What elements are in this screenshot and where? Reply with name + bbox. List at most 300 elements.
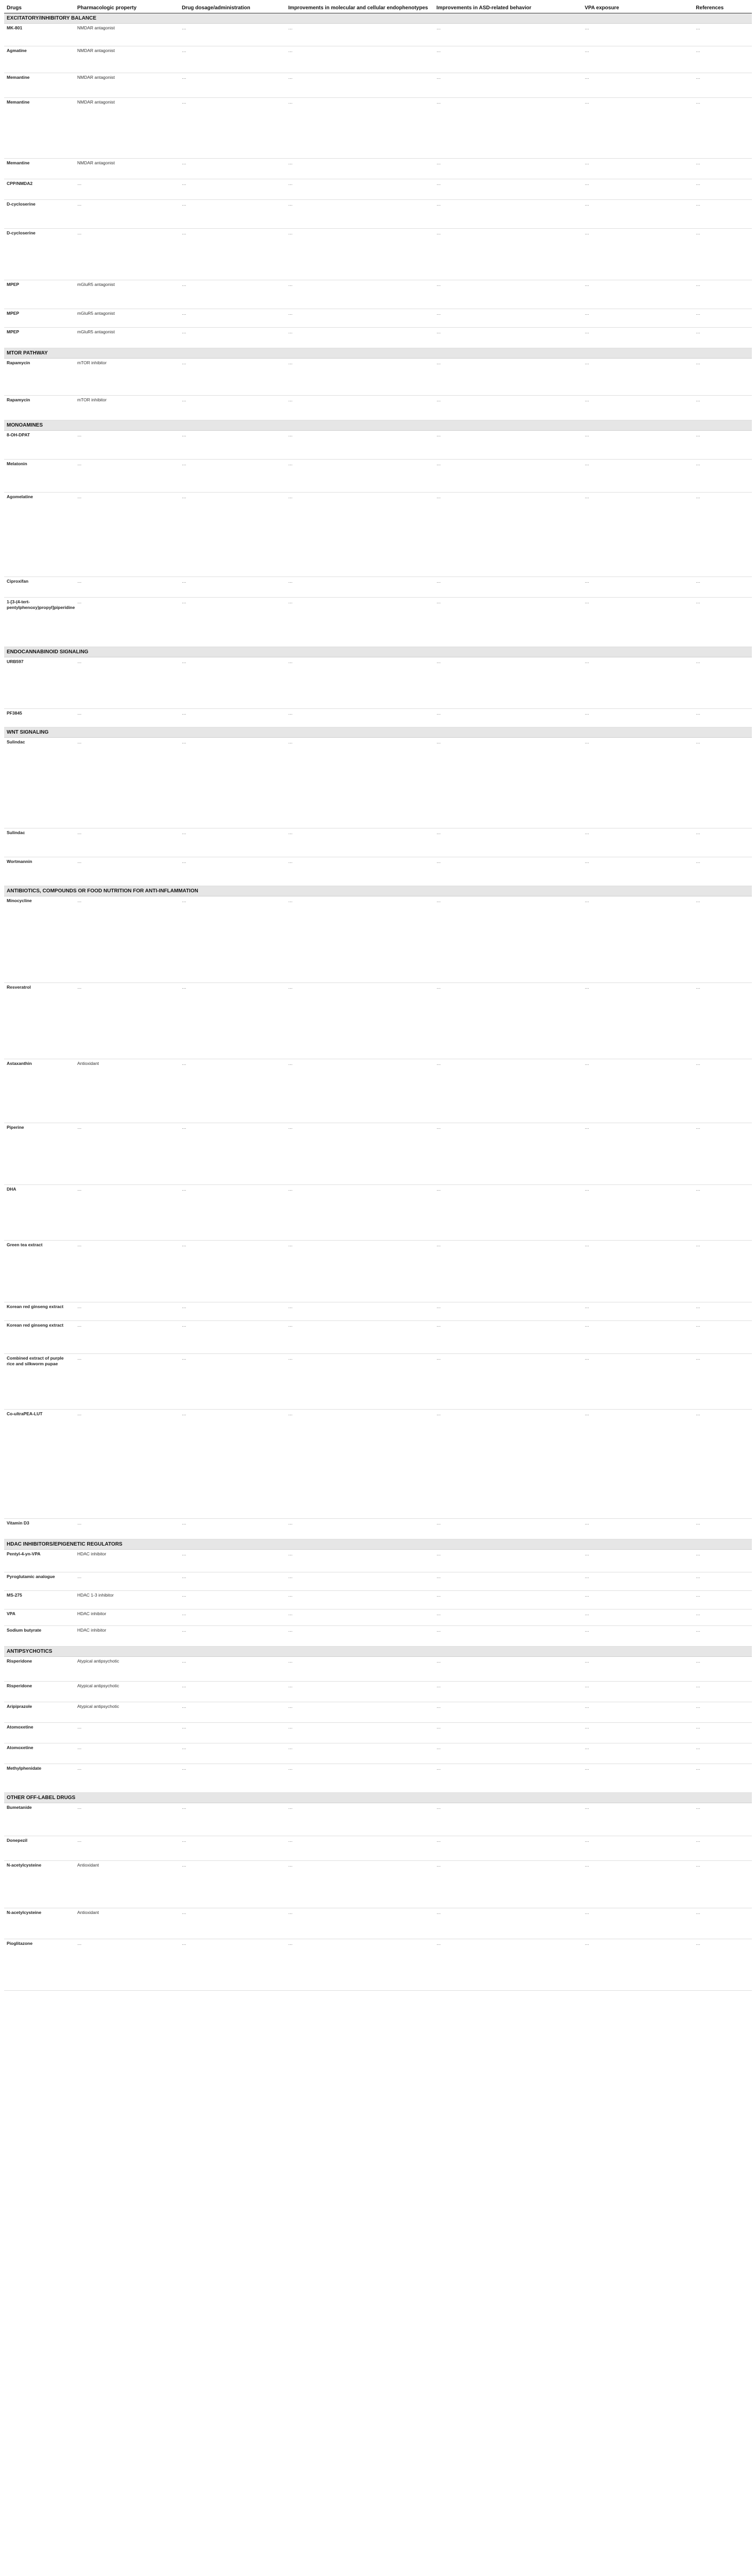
table-cell: …: [582, 229, 694, 280]
table-row: [4, 1702, 752, 1723]
table-cell: Agmatine: [4, 46, 75, 73]
table-cell: …: [285, 1723, 434, 1743]
table-row: [4, 328, 752, 348]
table-cell: …: [285, 359, 434, 396]
table-cell: …: [434, 200, 582, 229]
table-cell: …: [75, 983, 179, 1059]
table-cell: Pioglitazone: [4, 1939, 75, 1991]
table-cell: …: [434, 857, 582, 886]
table-row: [4, 431, 752, 460]
table-row: [4, 1123, 752, 1185]
table-cell: …: [285, 460, 434, 493]
table-row: [4, 359, 752, 396]
table-row: [4, 24, 752, 46]
table-cell: …: [285, 983, 434, 1059]
table-cell: …: [434, 1354, 582, 1410]
table-cell: …: [179, 1743, 285, 1764]
table-cell: …: [179, 598, 285, 647]
table-row: [4, 598, 752, 647]
table-cell: …: [434, 359, 582, 396]
table-cell: …: [434, 1123, 582, 1185]
section-header: [4, 420, 752, 431]
table-cell: …: [179, 828, 285, 857]
table-cell: …: [693, 159, 752, 179]
table-row: [4, 1550, 752, 1572]
table-cell: Atypical antipsychotic: [75, 1702, 179, 1723]
section-title: ANTIPSYCHOTICS: [4, 1647, 752, 1657]
table-row: [4, 577, 752, 598]
table-cell: …: [179, 1059, 285, 1123]
table-cell: …: [285, 1302, 434, 1321]
table-cell: …: [434, 46, 582, 73]
table-cell: …: [285, 1241, 434, 1302]
table-cell: NMDAR antagonist: [75, 98, 179, 159]
table-row: [4, 1302, 752, 1321]
table-cell: Antioxidant: [75, 1908, 179, 1939]
table-cell: …: [582, 431, 694, 460]
table-cell: …: [434, 328, 582, 348]
table-cell: …: [693, 1354, 752, 1410]
table-cell: …: [75, 828, 179, 857]
table-cell: …: [179, 983, 285, 1059]
table-cell: …: [434, 1591, 582, 1609]
table-cell: …: [693, 1059, 752, 1123]
table-cell: DHA: [4, 1185, 75, 1241]
table-cell: …: [582, 200, 694, 229]
section-title: ENDOCANNABINOID SIGNALING: [4, 647, 752, 657]
table-cell: …: [179, 229, 285, 280]
table-cell: …: [582, 896, 694, 983]
table-cell: …: [75, 896, 179, 983]
table-cell: …: [434, 738, 582, 828]
table-cell: …: [582, 1682, 694, 1702]
table-cell: …: [434, 460, 582, 493]
section-header: [4, 886, 752, 896]
table-cell: …: [582, 709, 694, 727]
table-cell: …: [434, 1836, 582, 1861]
header-behavior-improvements: Improvements in ASD-related behavior: [434, 3, 582, 13]
table-cell: …: [434, 983, 582, 1059]
table-cell: …: [693, 1939, 752, 1991]
table-row: [4, 73, 752, 98]
table-cell: Methylphenidate: [4, 1764, 75, 1793]
table-cell: …: [582, 1059, 694, 1123]
table-cell: …: [75, 709, 179, 727]
table-cell: …: [693, 1626, 752, 1647]
table-cell: …: [75, 1519, 179, 1539]
table-cell: …: [434, 598, 582, 647]
table-cell: HDAC inhibitor: [75, 1609, 179, 1626]
table-cell: Vitamin D3: [4, 1519, 75, 1539]
table-cell: …: [693, 179, 752, 200]
table-cell: …: [582, 1410, 694, 1519]
table-row: [4, 1836, 752, 1861]
table-cell: …: [179, 1519, 285, 1539]
table-cell: …: [434, 1410, 582, 1519]
table-cell: …: [75, 1354, 179, 1410]
table-cell: …: [285, 396, 434, 420]
table-row: [4, 983, 752, 1059]
table-cell: HDAC inhibitor: [75, 1550, 179, 1572]
table-cell: Korean red ginseng extract: [4, 1302, 75, 1321]
table-cell: …: [434, 1572, 582, 1591]
table-row: [4, 1241, 752, 1302]
table-row: [4, 657, 752, 709]
table-cell: …: [75, 738, 179, 828]
table-cell: …: [285, 24, 434, 46]
table-cell: …: [582, 98, 694, 159]
table-cell: Co-ultraPEA-LUT: [4, 1410, 75, 1519]
table-cell: Agomelatine: [4, 493, 75, 577]
table-cell: …: [285, 1908, 434, 1939]
table-cell: …: [693, 1836, 752, 1861]
table-row: [4, 1609, 752, 1626]
table-row: [4, 1059, 752, 1123]
table-cell: MK-801: [4, 24, 75, 46]
table-cell: …: [434, 1764, 582, 1793]
table-cell: …: [285, 1702, 434, 1723]
table-cell: …: [179, 1410, 285, 1519]
section-header: [4, 647, 752, 657]
table-row: [4, 1410, 752, 1519]
table-cell: …: [693, 98, 752, 159]
table-cell: …: [434, 1059, 582, 1123]
table-cell: mTOR inhibitor: [75, 359, 179, 396]
table-cell: Melatonin: [4, 460, 75, 493]
table-cell: …: [179, 1302, 285, 1321]
table-cell: Risperidone: [4, 1682, 75, 1702]
table-cell: HDAC inhibitor: [75, 1626, 179, 1647]
table-row: [4, 1764, 752, 1793]
table-cell: Memantine: [4, 159, 75, 179]
table-cell: Pyroglutamic analogue: [4, 1572, 75, 1591]
table-cell: …: [285, 1550, 434, 1572]
table-cell: …: [75, 200, 179, 229]
table-cell: …: [434, 1321, 582, 1354]
table-cell: …: [285, 1764, 434, 1793]
table-row: [4, 1939, 752, 1991]
section-header: [4, 1539, 752, 1550]
table-cell: …: [582, 46, 694, 73]
table-cell: MPEP: [4, 309, 75, 328]
table-cell: …: [434, 1803, 582, 1836]
table-cell: …: [434, 1908, 582, 1939]
table-cell: …: [285, 1609, 434, 1626]
table-body: [4, 13, 752, 1991]
table-cell: …: [75, 1241, 179, 1302]
table-cell: …: [582, 1939, 694, 1991]
table-cell: …: [285, 1803, 434, 1836]
table-cell: …: [75, 460, 179, 493]
table-cell: …: [179, 431, 285, 460]
table-cell: …: [693, 1702, 752, 1723]
table-cell: …: [582, 1354, 694, 1410]
table-row: [4, 1572, 752, 1591]
table-cell: …: [285, 1657, 434, 1682]
table-cell: …: [693, 200, 752, 229]
table-cell: Bumetanide: [4, 1803, 75, 1836]
table-cell: Antioxidant: [75, 1861, 179, 1908]
table-cell: …: [434, 396, 582, 420]
table-cell: …: [75, 431, 179, 460]
table-cell: …: [179, 1241, 285, 1302]
table-cell: …: [179, 1939, 285, 1991]
table-cell: Sulindac: [4, 738, 75, 828]
table-row: [4, 1723, 752, 1743]
table-cell: mGluR5 antagonist: [75, 280, 179, 309]
table-cell: …: [693, 1410, 752, 1519]
table-cell: …: [285, 857, 434, 886]
table-cell: …: [179, 1803, 285, 1836]
table-cell: …: [434, 431, 582, 460]
table-cell: …: [582, 1519, 694, 1539]
table-cell: …: [285, 179, 434, 200]
table-cell: MPEP: [4, 328, 75, 348]
table-cell: …: [75, 1572, 179, 1591]
table-cell: …: [75, 598, 179, 647]
table-cell: …: [693, 1321, 752, 1354]
table-cell: …: [582, 598, 694, 647]
table-cell: …: [582, 328, 694, 348]
table-cell: …: [693, 1861, 752, 1908]
table-cell: …: [693, 493, 752, 577]
table-cell: …: [179, 280, 285, 309]
table-row: [4, 460, 752, 493]
table-cell: …: [582, 657, 694, 709]
table-cell: Atomoxetine: [4, 1743, 75, 1764]
table-cell: …: [582, 1626, 694, 1647]
drug-table: [4, 3, 752, 1991]
table-cell: …: [179, 493, 285, 577]
table-cell: MS-275: [4, 1591, 75, 1609]
table-cell: …: [582, 1836, 694, 1861]
table-row: [4, 1908, 752, 1939]
table-cell: Aripiprazole: [4, 1702, 75, 1723]
table-cell: …: [693, 1609, 752, 1626]
table-cell: …: [693, 280, 752, 309]
table-cell: …: [582, 828, 694, 857]
table-cell: …: [693, 1519, 752, 1539]
table-cell: …: [179, 1836, 285, 1861]
table-cell: …: [179, 24, 285, 46]
table-cell: Antioxidant: [75, 1059, 179, 1123]
table-cell: Sodium butyrate: [4, 1626, 75, 1647]
table-row: [4, 396, 752, 420]
table-cell: CPP/NMDA2: [4, 179, 75, 200]
table-cell: 8-OH-DPAT: [4, 431, 75, 460]
table-cell: …: [179, 1723, 285, 1743]
table-cell: …: [75, 577, 179, 598]
table-cell: …: [434, 24, 582, 46]
table-cell: …: [285, 828, 434, 857]
table-cell: …: [434, 73, 582, 98]
section-header: [4, 1793, 752, 1803]
table-cell: mGluR5 antagonist: [75, 309, 179, 328]
table-cell: …: [285, 1591, 434, 1609]
table-cell: …: [582, 1185, 694, 1241]
table-cell: …: [75, 857, 179, 886]
table-cell: …: [179, 1702, 285, 1723]
table-cell: …: [285, 1626, 434, 1647]
table-cell: …: [179, 73, 285, 98]
table-cell: …: [285, 1861, 434, 1908]
table-cell: Korean red ginseng extract: [4, 1321, 75, 1354]
table-cell: …: [693, 1185, 752, 1241]
table-cell: …: [179, 1626, 285, 1647]
table-cell: Risperidone: [4, 1657, 75, 1682]
table-cell: …: [582, 1861, 694, 1908]
table-cell: Astaxanthin: [4, 1059, 75, 1123]
table-cell: …: [693, 1743, 752, 1764]
table-cell: …: [285, 1519, 434, 1539]
table-cell: …: [693, 896, 752, 983]
table-cell: …: [179, 359, 285, 396]
table-cell: N-acetylcysteine: [4, 1861, 75, 1908]
table-cell: Piperine: [4, 1123, 75, 1185]
table-row: [4, 98, 752, 159]
table-cell: …: [693, 1682, 752, 1702]
table-cell: …: [179, 200, 285, 229]
table-cell: …: [582, 1123, 694, 1185]
table-cell: …: [285, 1321, 434, 1354]
table-cell: …: [434, 1519, 582, 1539]
table-row: [4, 1743, 752, 1764]
table-cell: …: [582, 1764, 694, 1793]
table-cell: VPA: [4, 1609, 75, 1626]
table-cell: …: [285, 159, 434, 179]
table-cell: …: [434, 828, 582, 857]
table-cell: …: [75, 1410, 179, 1519]
table-cell: …: [582, 983, 694, 1059]
table-cell: …: [582, 1241, 694, 1302]
table-cell: …: [179, 896, 285, 983]
table-cell: …: [75, 229, 179, 280]
table-cell: …: [582, 396, 694, 420]
section-title: MTOR PATHWAY: [4, 348, 752, 359]
table-cell: …: [75, 1836, 179, 1861]
table-row: [4, 1354, 752, 1410]
table-cell: …: [582, 460, 694, 493]
table-cell: …: [285, 738, 434, 828]
table-cell: …: [582, 1609, 694, 1626]
section-header: [4, 348, 752, 359]
table-cell: D-cycloserine: [4, 229, 75, 280]
table-cell: …: [693, 1803, 752, 1836]
table-cell: …: [693, 24, 752, 46]
header-pharmacologic-property: Pharmacologic property: [75, 3, 179, 13]
table-cell: …: [693, 598, 752, 647]
table-cell: …: [75, 1185, 179, 1241]
table-cell: …: [179, 1591, 285, 1609]
table-cell: HDAC 1-3 inhibitor: [75, 1591, 179, 1609]
header-references: References: [693, 3, 752, 13]
table-cell: …: [582, 1321, 694, 1354]
table-cell: …: [693, 1723, 752, 1743]
table-cell: …: [285, 46, 434, 73]
table-cell: …: [179, 709, 285, 727]
table-cell: …: [582, 1657, 694, 1682]
table-cell: PF3845: [4, 709, 75, 727]
table-row: [4, 857, 752, 886]
table-cell: …: [285, 1572, 434, 1591]
table-cell: …: [582, 179, 694, 200]
table-cell: …: [179, 657, 285, 709]
table-row: [4, 309, 752, 328]
header-drugs: Drugs: [4, 3, 75, 13]
table-cell: N-acetylcysteine: [4, 1908, 75, 1939]
table-cell: Pentyl-4-yn-VPA: [4, 1550, 75, 1572]
table-cell: …: [693, 46, 752, 73]
table-cell: …: [693, 229, 752, 280]
table-cell: …: [434, 493, 582, 577]
table-cell: …: [434, 1682, 582, 1702]
table-cell: …: [179, 98, 285, 159]
table-row: [4, 1591, 752, 1609]
table-row: [4, 493, 752, 577]
table-cell: …: [179, 1550, 285, 1572]
table-cell: 1-[3-(4-tert-pentylphenoxy)propyl]piperidine: [4, 598, 75, 647]
table-cell: …: [582, 1803, 694, 1836]
table-cell: …: [582, 1743, 694, 1764]
table-cell: …: [693, 309, 752, 328]
table-cell: …: [582, 1908, 694, 1939]
section-title: HDAC INHIBITORS/EPIGENETIC REGULATORS: [4, 1539, 752, 1550]
table-cell: URB597: [4, 657, 75, 709]
table-cell: …: [179, 159, 285, 179]
table-header-row: [4, 3, 752, 13]
table-cell: …: [582, 73, 694, 98]
table-cell: …: [179, 309, 285, 328]
table-cell: …: [75, 1803, 179, 1836]
table-cell: …: [285, 229, 434, 280]
table-cell: …: [434, 1185, 582, 1241]
table-cell: …: [75, 1302, 179, 1321]
table-cell: NMDAR antagonist: [75, 159, 179, 179]
section-title: EXCITATORY/INHIBITORY BALANCE: [4, 13, 752, 24]
header-vpa-exposure: VPA exposure: [582, 3, 694, 13]
table-row: [4, 896, 752, 983]
table-cell: …: [179, 1123, 285, 1185]
table-cell: …: [693, 709, 752, 727]
table-cell: …: [179, 857, 285, 886]
header-molecular-improvements: Improvements in molecular and cellular endophenotypes: [285, 3, 434, 13]
table-cell: …: [285, 709, 434, 727]
table-row: [4, 828, 752, 857]
table-cell: …: [693, 983, 752, 1059]
table-row: [4, 179, 752, 200]
table-cell: …: [693, 359, 752, 396]
table-cell: …: [434, 1302, 582, 1321]
table-cell: Minocycline: [4, 896, 75, 983]
table-cell: NMDAR antagonist: [75, 24, 179, 46]
table-cell: Atomoxetine: [4, 1723, 75, 1743]
table-cell: …: [582, 24, 694, 46]
table-cell: …: [434, 1550, 582, 1572]
table-cell: mTOR inhibitor: [75, 396, 179, 420]
table-cell: …: [434, 1609, 582, 1626]
table-cell: Ciproxifan: [4, 577, 75, 598]
section-title: OTHER OFF-LABEL DRUGS: [4, 1793, 752, 1803]
table-cell: …: [693, 1591, 752, 1609]
table-cell: …: [693, 1123, 752, 1185]
table-cell: …: [582, 857, 694, 886]
table-cell: NMDAR antagonist: [75, 46, 179, 73]
table-row: [4, 709, 752, 727]
table-row: [4, 1519, 752, 1539]
table-cell: …: [285, 657, 434, 709]
table-cell: …: [179, 179, 285, 200]
table-cell: …: [75, 179, 179, 200]
